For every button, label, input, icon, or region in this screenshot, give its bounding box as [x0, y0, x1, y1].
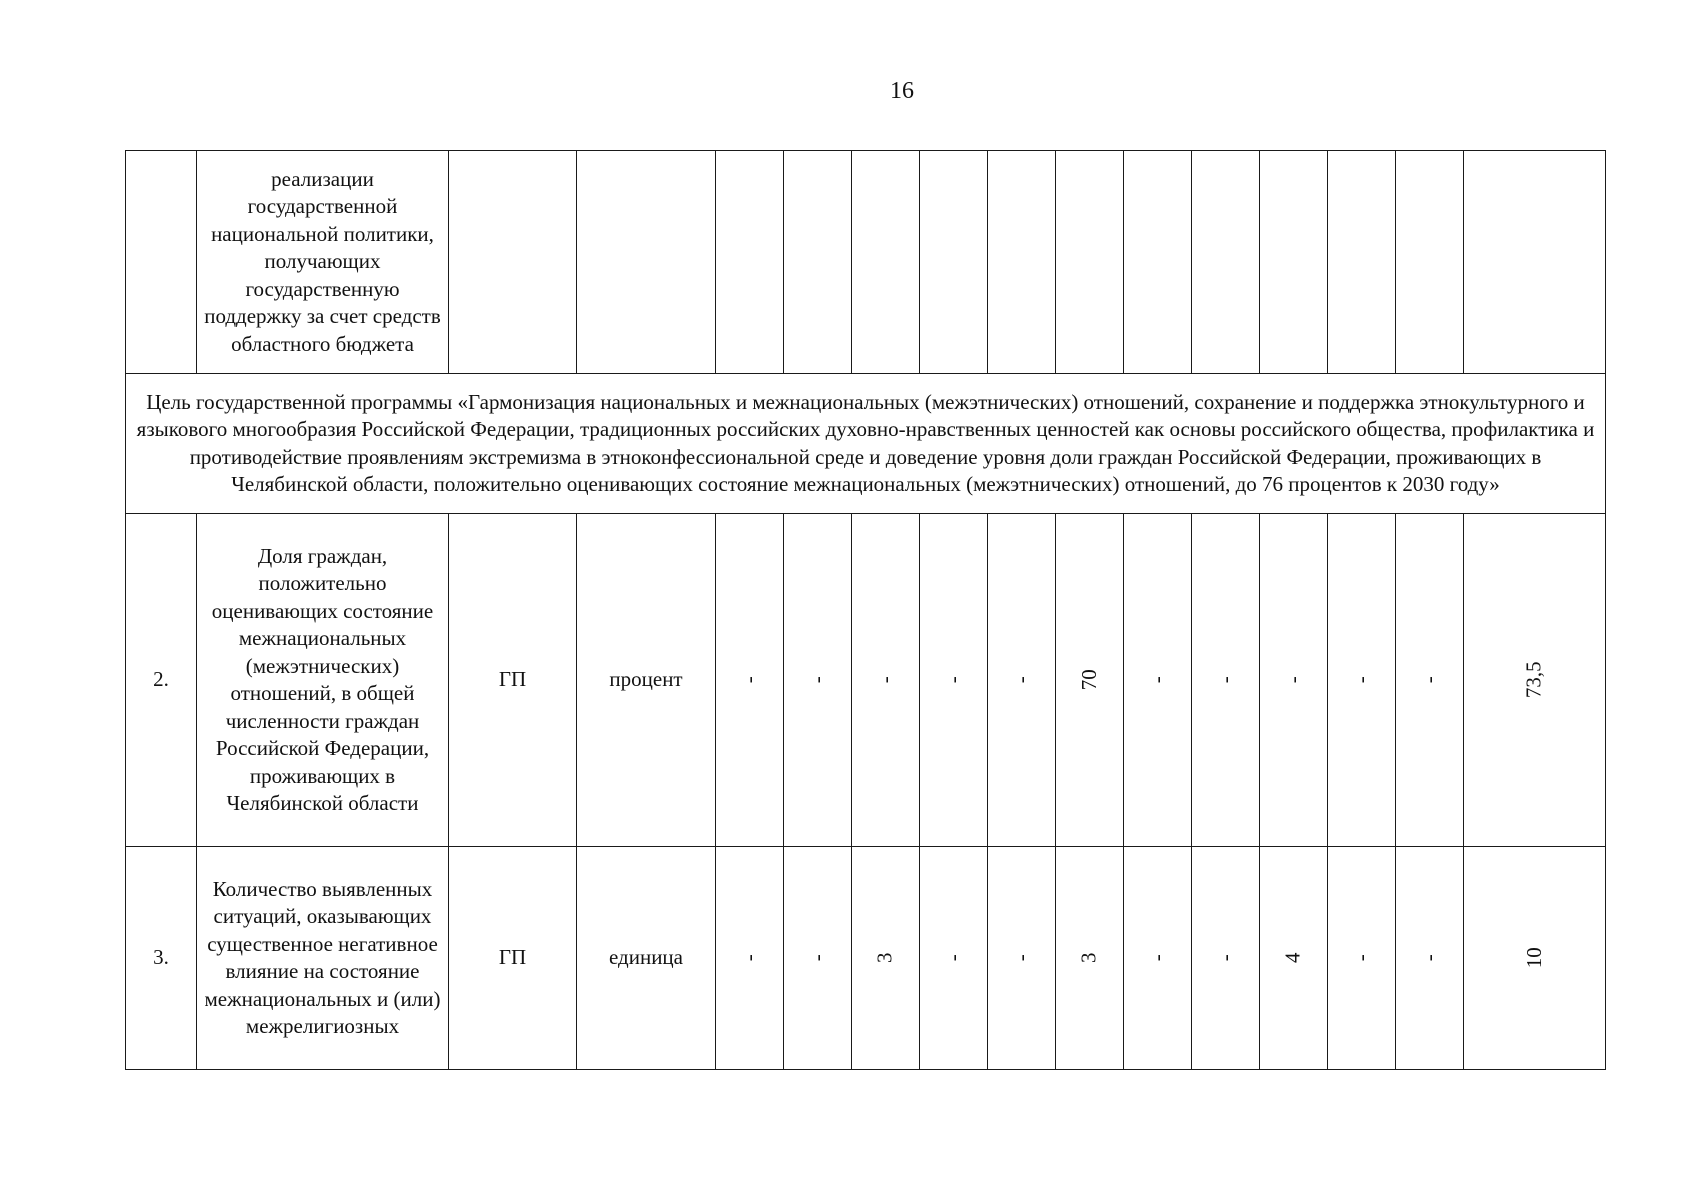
- cell-target: [1464, 151, 1606, 374]
- cell-number: 2.: [126, 514, 197, 847]
- cell-level: ГП: [449, 847, 577, 1070]
- value-text: -: [1144, 676, 1169, 684]
- cell-value: [1396, 514, 1464, 847]
- value-text: -: [1416, 954, 1441, 962]
- value-text: -: [736, 954, 761, 962]
- cell-unit: единица: [577, 847, 716, 1070]
- cell-level: ГП: [449, 514, 577, 847]
- value-text: -: [1008, 676, 1033, 684]
- table-row: [126, 847, 1606, 1070]
- cell-value: [852, 151, 920, 374]
- cell-level: [449, 151, 577, 374]
- cell-value: [1056, 151, 1124, 374]
- value-text: -: [736, 676, 761, 684]
- goal-row: [126, 374, 1606, 514]
- value-text: -: [1280, 676, 1305, 684]
- cell-unit: [577, 151, 716, 374]
- cell-number: [126, 151, 197, 374]
- value-text: -: [1348, 676, 1373, 684]
- value-text: 3: [1076, 952, 1101, 964]
- cell-value: [852, 847, 920, 1070]
- value-text: 3: [872, 952, 897, 964]
- cell-value: [920, 847, 988, 1070]
- cell-value: [1328, 514, 1396, 847]
- cell-target: [1464, 847, 1606, 1070]
- value-text: -: [1008, 954, 1033, 962]
- cell-value: [716, 151, 784, 374]
- cell-value: [1124, 514, 1192, 847]
- value-text: -: [804, 676, 829, 684]
- cell-value: [784, 151, 852, 374]
- cell-value: [1056, 514, 1124, 847]
- cell-value: [1396, 847, 1464, 1070]
- value-text: -: [940, 954, 965, 962]
- cell-unit: процент: [577, 514, 716, 847]
- cell-value: [852, 514, 920, 847]
- cell-value: [1260, 151, 1328, 374]
- value-text: -: [872, 676, 897, 684]
- cell-value: [1396, 151, 1464, 374]
- value-text: -: [1416, 676, 1441, 684]
- cell-value: [1192, 151, 1260, 374]
- cell-value: [1192, 514, 1260, 847]
- cell-value: [1192, 847, 1260, 1070]
- cell-value: [1260, 847, 1328, 1070]
- cell-value: [920, 151, 988, 374]
- cell-indicator-name: Количество выявленных ситуаций, оказывающих существенное негативное влияние на состояние межнациональных и (или) межрелигиозных: [197, 847, 449, 1070]
- table-row-continued: [126, 151, 1606, 374]
- value-text: 4: [1280, 952, 1305, 964]
- cell-value: [1328, 847, 1396, 1070]
- cell-value: [988, 151, 1056, 374]
- cell-number: 3.: [126, 847, 197, 1070]
- target-text: 10: [1521, 947, 1546, 969]
- cell-target: [1464, 514, 1606, 847]
- page-number: 16: [890, 78, 914, 104]
- cell-value: [784, 514, 852, 847]
- cell-value: [784, 847, 852, 1070]
- value-text: -: [1212, 676, 1237, 684]
- value-text: 70: [1076, 669, 1101, 691]
- value-text: -: [1348, 954, 1373, 962]
- value-text: -: [940, 676, 965, 684]
- cell-value: [1056, 847, 1124, 1070]
- cell-value: [988, 514, 1056, 847]
- cell-value: [716, 847, 784, 1070]
- cell-indicator-name: Доля граждан, положительно оценивающих состояние межнациональных (межэтнических) отношений, в общей численности граждан Российской Федерации, проживающих в Челябинской области: [197, 514, 449, 847]
- indicators-table: [125, 150, 1606, 1070]
- program-goal-text: Цель государственной программы «Гармонизация национальных и межнациональных (межэтнических) отношений, сохранение и поддержка этнокультурного и языкового многообразия Российской Федерации, традиционных российских духовно-нравственных ценностей как основы российского общества, профилактика и противодействие проявлениям экстремизма в этноконфессиональной среде и доведение уровня доли граждан Российской Федерации, проживающих в Челябинской области, положительно оценивающих состояние межнациональных (межэтнических) отношений, до 76 процентов к 2030 году»: [126, 374, 1606, 514]
- cell-indicator-name: реализации государственной национальной политики, получающих государственную поддержку за счет средств областного бюджета: [197, 151, 449, 374]
- cell-value: [1260, 514, 1328, 847]
- cell-value: [988, 847, 1056, 1070]
- cell-value: [1124, 847, 1192, 1070]
- value-text: -: [1144, 954, 1169, 962]
- value-text: -: [804, 954, 829, 962]
- value-text: -: [1212, 954, 1237, 962]
- cell-value: [1124, 151, 1192, 374]
- target-text: 73,5: [1521, 661, 1546, 699]
- cell-value: [920, 514, 988, 847]
- table-row: [126, 514, 1606, 847]
- cell-value: [716, 514, 784, 847]
- cell-value: [1328, 151, 1396, 374]
